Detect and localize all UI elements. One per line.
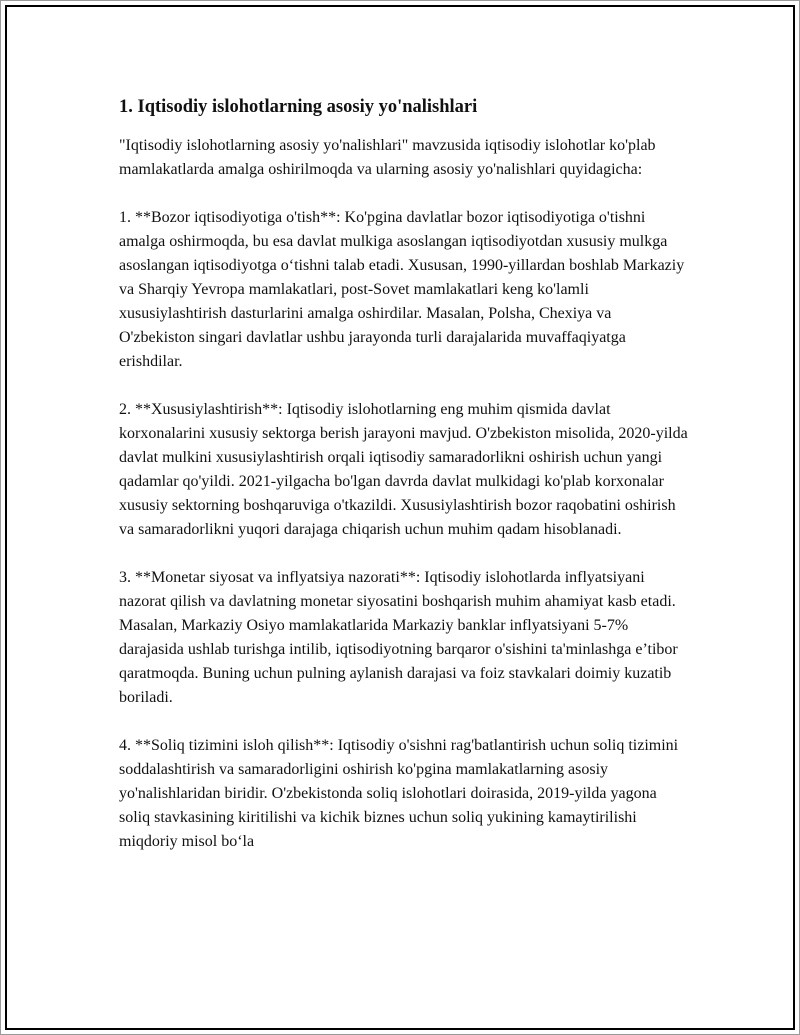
paragraph-market-economy: 1. **Bozor iqtisodiyotiga o'tish**: Ko'pgina davlatlar bozor iqtisodiyotiga o'tishni amalga oshirmoqda, bu esa davlat mulkiga asoslangan iqtisodiyotdan xususiy mulkga asoslangan iqtisodiyotga o‘tishni talab etadi. Xususan, 1990-yillardan boshlab Markaziy va Sharqiy Yevropa mamlakatlari, post-Sovet mamlakatlari keng ko'lamli xususiylashtirish dasturlarini amalga oshirdilar. Masalan, Polsha, Chexiya va O'zbekiston singari davlatlar ushbu jarayonda turli darajalarida muvaffaqiyatga erishdilar.: [119, 209, 685, 370]
intro-paragraph: "Iqtisodiy islohotlarning asosiy yo'nalishlari" mavzusida iqtisodiy islohotlar ko'plab mamlakatlarda amalga oshirilmoqda va ularning asosiy yo'nalishlari quyidagicha:: [119, 137, 656, 178]
document-body: [119, 94, 689, 878]
section-title: 1. Iqtisodiy islohotlarning asosiy yo'nalishlari: [119, 97, 478, 117]
paragraph-monetary-policy: 3. **Monetar siyosat va inflyatsiya nazorati**: Iqtisodiy islohotlarda inflyatsiyani nazorat qilish va davlatning monetar siyosatini boshqarish muhim ahamiyat kasb etadi. Masalan, Markaziy Osiyo mamlakatlarida Markaziy banklar inflyatsiyani 5-7% darajasida ushlab turishga intilib, iqtisodiyotning barqaror o'sishini ta'minlashga e’tibor qaratmoqda. Buning uchun pulning aylanish darajasi va foiz stavkalari doimiy kuzatib boriladi.: [119, 569, 678, 706]
paragraph-privatization: 2. **Xususiylashtirish**: Iqtisodiy islohotlarning eng muhim qismida davlat korxonalarini xususiy sektorga berish jarayoni mavjud. O'zbekiston misolida, 2020-yilda davlat mulkini xususiylashtirish orqali iqtisodiy samaradorlikni oshirish uchun yangi qadamlar qo'yildi. 2021-yilgacha bo'lgan davrda davlat mulkidagi ko'plab korxonalar xususiy sektorning boshqaruviga o'tkazildi. Xususiylashtirish bozor raqobatini oshirish va samaradorlikni yuqori darajaga chiqarish uchun muhim qadam hisoblanadi.: [119, 401, 688, 538]
paragraph-tax-reform: 4. **Soliq tizimini isloh qilish**: Iqtisodiy o'sishni rag'batlantirish uchun soliq tizimini soddalashtirish va samaradorligini oshirish ko'pgina mamlakatlarning asosiy yo'nalishlaridan biridir. O'zbekistonda soliq islohotlari doirasida, 2019-yilda yagona soliq stavkasining kiritilishi va kichik biznes uchun soliq yukining kamaytirilishi miqdoriy misol bo‘la: [119, 737, 679, 850]
